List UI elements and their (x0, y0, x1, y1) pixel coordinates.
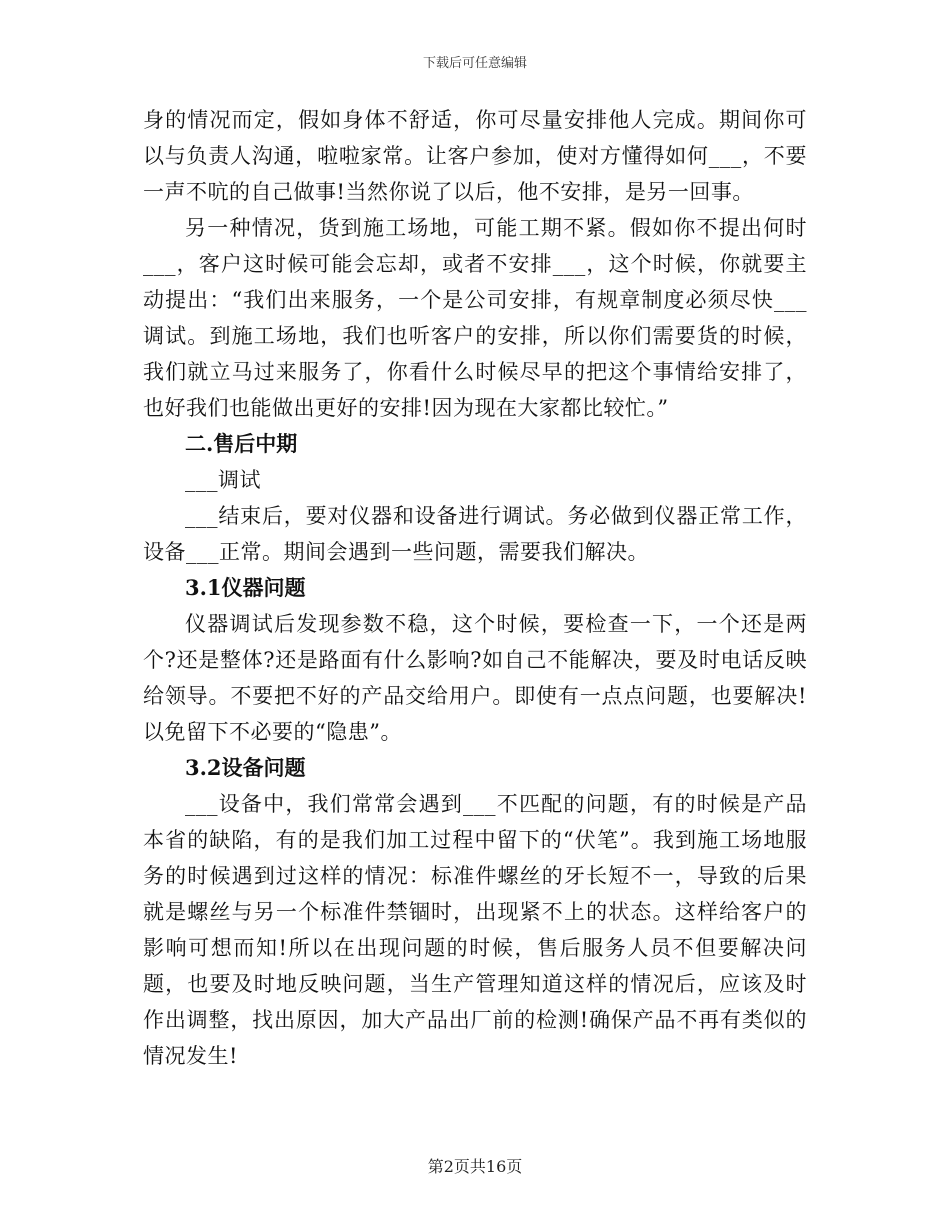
paragraph-equipment-issues: ___设备中，我们常常会遇到___不匹配的问题，有的时候是产品本省的缺陷，有的是我们加工过程中留下的“伏笔”。我到施工场地服务的时候遇到过这样的情况：标准件螺丝的牙长短不一，导致的后果就是螺丝与另一个标准件禁锢时，出现紧不上的状态。这样给客户的影响可想而知!所以在出现问题的时候，售后服务人员不但要解决问题，也要及时地反映问题，当生产管理知道这样的情况后，应该及时作出调整，找出原因，加大产品出厂前的检测!确保产品不再有类似的情况发生! (143, 792, 807, 1068)
section-heading-instrument-issues: 3.1仪器问题 (185, 575, 306, 600)
section-heading-equipment-issues: 3.2设备问题 (185, 755, 306, 780)
subheading-debugging: ___调试 (185, 468, 261, 492)
paragraph-continuation: 身的情况而定，假如身体不舒适，你可尽量安排他人完成。期间你可以与负责人沟通，啦啦家常。让客户参加，使对方懂得如何___，不要一声不吭的自己做事!当然你说了以后，他不安排，是另一回事。 (143, 108, 807, 204)
document-body (143, 102, 807, 1074)
paragraph-schedule: 另一种情况，货到施工场地，可能工期不紧。假如你不提出何时___，客户这时候可能会忘却，或者不安排___，这个时候，你就要主动提出：“我们出来服务，一个是公司安排，有规章制度必须尽快___调试。到施工场地，我们也听客户的安排，所以你们需要货的时候，我们就立马过来服务了，你看什么时候尽早的把这个事情给安排了，也好我们也能做出更好的安排!因为现在大家都比较忙。” (143, 216, 807, 420)
paragraph-instrument-issues: 仪器调试后发现参数不稳，这个时候，要检查一下，一个还是两个?还是整体?还是路面有什么影响?如自己不能解决，要及时电话反映给领导。不要把不好的产品交给用户。即使有一点点问题，也要解决!以免留下不必要的“隐患”。 (143, 612, 807, 744)
page-number: 第2页共16页 (427, 1157, 523, 1176)
section-heading-mid-term: 二.售后中期 (185, 431, 298, 456)
paragraph-debugging: ___结束后，要对仪器和设备进行调试。务必做到仪器正常工作，设备___正常。期间会遇到一些问题，需要我们解决。 (143, 504, 807, 564)
page-header-note: 下载后可任意编辑 (422, 56, 527, 71)
